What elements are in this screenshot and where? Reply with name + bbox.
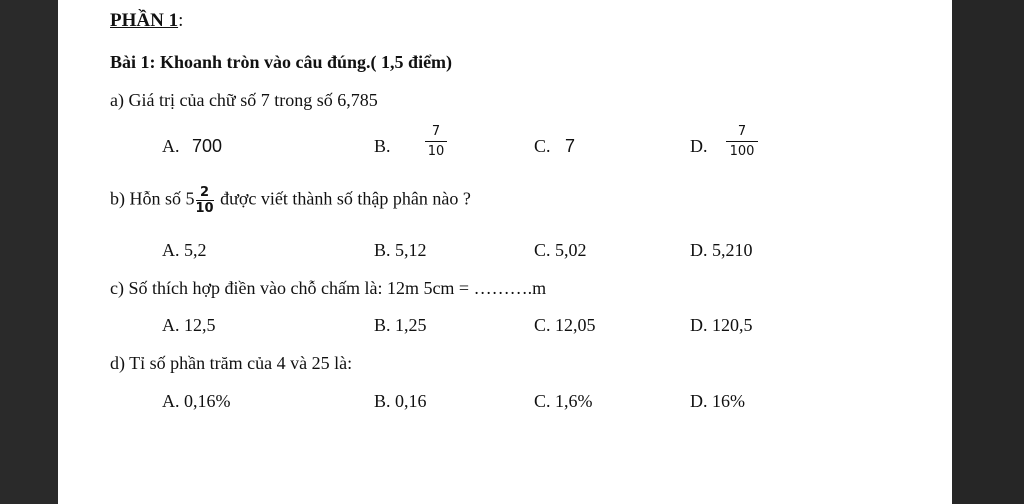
option-c-D: D. 120,5 [690, 315, 753, 335]
fraction-numerator: 7 [431, 124, 441, 139]
question-b-text-after: được viết thành số thập phân nào ? [220, 188, 471, 209]
fraction-7-10 [425, 124, 447, 159]
section-title: PHẦN 1 [110, 10, 179, 31]
option-c-B: B. 1,25 [374, 315, 427, 335]
option-b-B: B. 5,12 [374, 240, 427, 260]
left-margin [0, 0, 58, 504]
option-b-A: A. 5,2 [162, 240, 207, 260]
option-a-C [534, 136, 575, 157]
option-a-D-letter: D. [690, 136, 708, 156]
option-d-A: A. 0,16% [162, 391, 231, 411]
option-b-D: D. 5,210 [690, 240, 753, 260]
fraction-numerator: 7 [737, 124, 747, 139]
option-a-B-letter: B. [374, 136, 391, 156]
fraction-bar [726, 141, 758, 142]
fraction-denominator: 100 [729, 144, 755, 159]
right-margin [952, 0, 1024, 504]
option-value: 700 [192, 136, 223, 156]
option-c-A: A. 12,5 [162, 315, 216, 335]
fraction-denominator: 10 [195, 201, 214, 216]
question-b [110, 186, 471, 215]
question-b-text-before: b) Hỗn số 5 [110, 188, 195, 209]
question-c: c) Số thích hợp điền vào chỗ chấm là: 12m 5cm = ……….m [110, 278, 547, 298]
document-page [58, 0, 952, 504]
option-d-C: C. 1,6% [534, 391, 593, 411]
exercise-heading: Bài 1: Khoanh tròn vào câu đúng.( 1,5 điểm) [110, 52, 453, 72]
option-c-C: C. 12,05 [534, 315, 596, 335]
fraction-numerator: 2 [200, 185, 210, 200]
fraction-denominator: 10 [427, 144, 445, 159]
fraction-2-10 [196, 186, 214, 215]
option-value: 7 [565, 136, 576, 156]
option-letter: A. [162, 136, 180, 156]
option-b-C: C. 5,02 [534, 240, 587, 260]
question-d: d) Tỉ số phần trăm của 4 và 25 là: [110, 353, 353, 373]
option-d-D: D. 16% [690, 391, 745, 411]
option-a-A [162, 136, 222, 157]
section-title-colon: : [178, 10, 184, 31]
question-a: a) Giá trị của chữ số 7 trong số 6,785 [110, 90, 378, 110]
option-d-B: B. 0,16 [374, 391, 427, 411]
option-letter: C. [534, 136, 551, 156]
fraction-bar [425, 141, 447, 142]
section-title-line [110, 10, 183, 32]
fraction-7-100 [726, 124, 758, 159]
